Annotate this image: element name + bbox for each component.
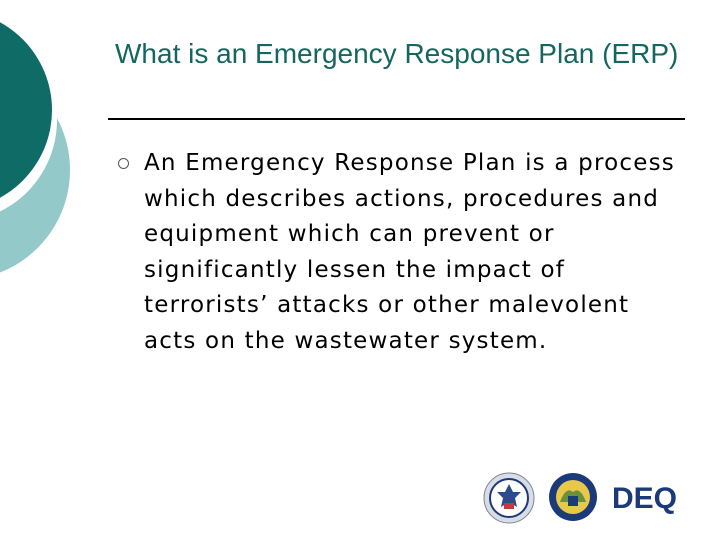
title-divider <box>108 118 685 120</box>
michigan-seal-icon <box>548 472 598 522</box>
logo-strip <box>480 468 695 524</box>
decorative-circles <box>0 0 100 300</box>
slide-title: What is an Emergency Response Plan (ERP) <box>115 38 679 69</box>
hollow-circle-bullet-icon <box>118 158 129 169</box>
deq-logo <box>612 480 692 514</box>
bullet-text: An Emergency Response Plan is a process which describes actions, procedures and equipment which can prevent or significantly lessen the impact of terrorists’ attacks or other malevolent acts on the wastewater system. <box>144 150 675 354</box>
dhs-seal-icon <box>483 472 535 524</box>
bullet-list <box>118 146 678 359</box>
bullet-item <box>118 146 678 359</box>
deq-logo-text: DEQ <box>612 482 678 514</box>
